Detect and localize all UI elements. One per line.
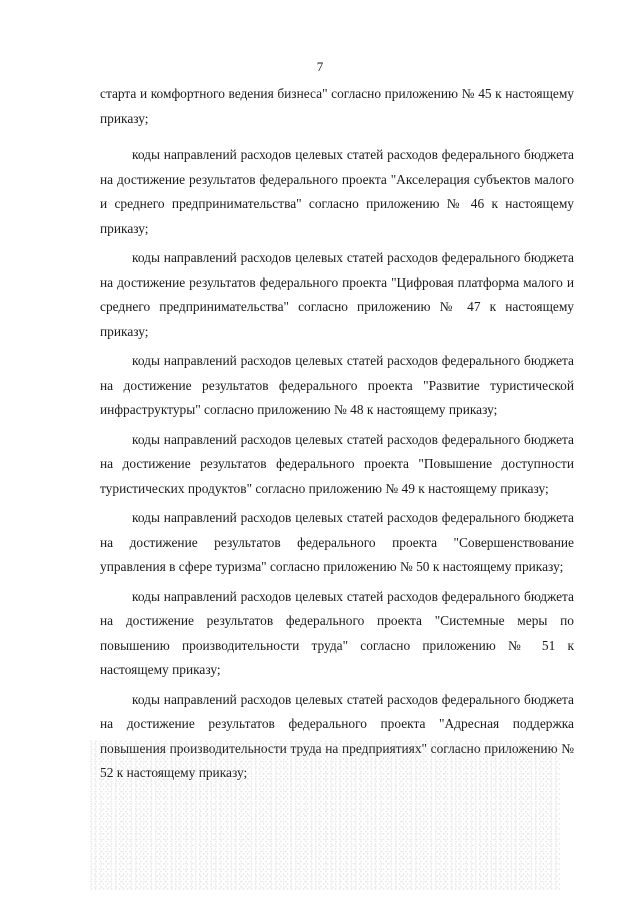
- scan-noise: [90, 740, 560, 890]
- paragraph-appendix-51: коды направлений расходов целевых статей расходов федерального бюджета на достижение результатов федерального проекта "Системные меры по повышению производительности труда" согласно приложению № 51 к настоящему приказу;: [100, 588, 574, 677]
- paragraph-appendix-49: коды направлений расходов целевых статей расходов федерального бюджета на достижение результатов федерального проекта "Повышение доступности туристических продуктов" согласно приложению № 49 к настоящему приказу;: [100, 431, 574, 496]
- paragraph-appendix-50: коды направлений расходов целевых статей расходов федерального бюджета на достижение результатов федерального проекта "Совершенствование управления в сфере туризма" согласно приложению № 50 к настоящему приказу;: [100, 510, 574, 574]
- paragraph-appendix-48: коды направлений расходов целевых статей расходов федерального бюджета на достижение результатов федерального проекта "Развитие туристической инфраструктуры" согласно приложению № 48 к настоящему приказу;: [100, 353, 574, 417]
- document-body: [100, 82, 574, 791]
- paragraph-appendix-52: коды направлений расходов целевых статей расходов федерального бюджета на достижение результатов федерального проекта "Адресная поддержка повышения производительности труда на предприятиях" согласно приложению № 52 к настоящему приказу;: [100, 691, 574, 780]
- paragraph-continuation: старта и комфортного ведения бизнеса" согласно приложению № 45 к настоящему приказу;: [100, 86, 574, 126]
- paragraph-appendix-46: коды направлений расходов целевых статей расходов федерального бюджета на достижение результатов федерального проекта "Акселерация субъектов малого и среднего предпринимательства" согласно приложению № 46 к настоящему приказу;: [100, 147, 574, 236]
- page-number: 7: [316, 59, 324, 74]
- paragraph-appendix-47: коды направлений расходов целевых статей расходов федерального бюджета на достижение результатов федерального проекта "Цифровая платформа малого и среднего предпринимательства" согласно приложению № 47 к настоящему приказу;: [100, 250, 574, 339]
